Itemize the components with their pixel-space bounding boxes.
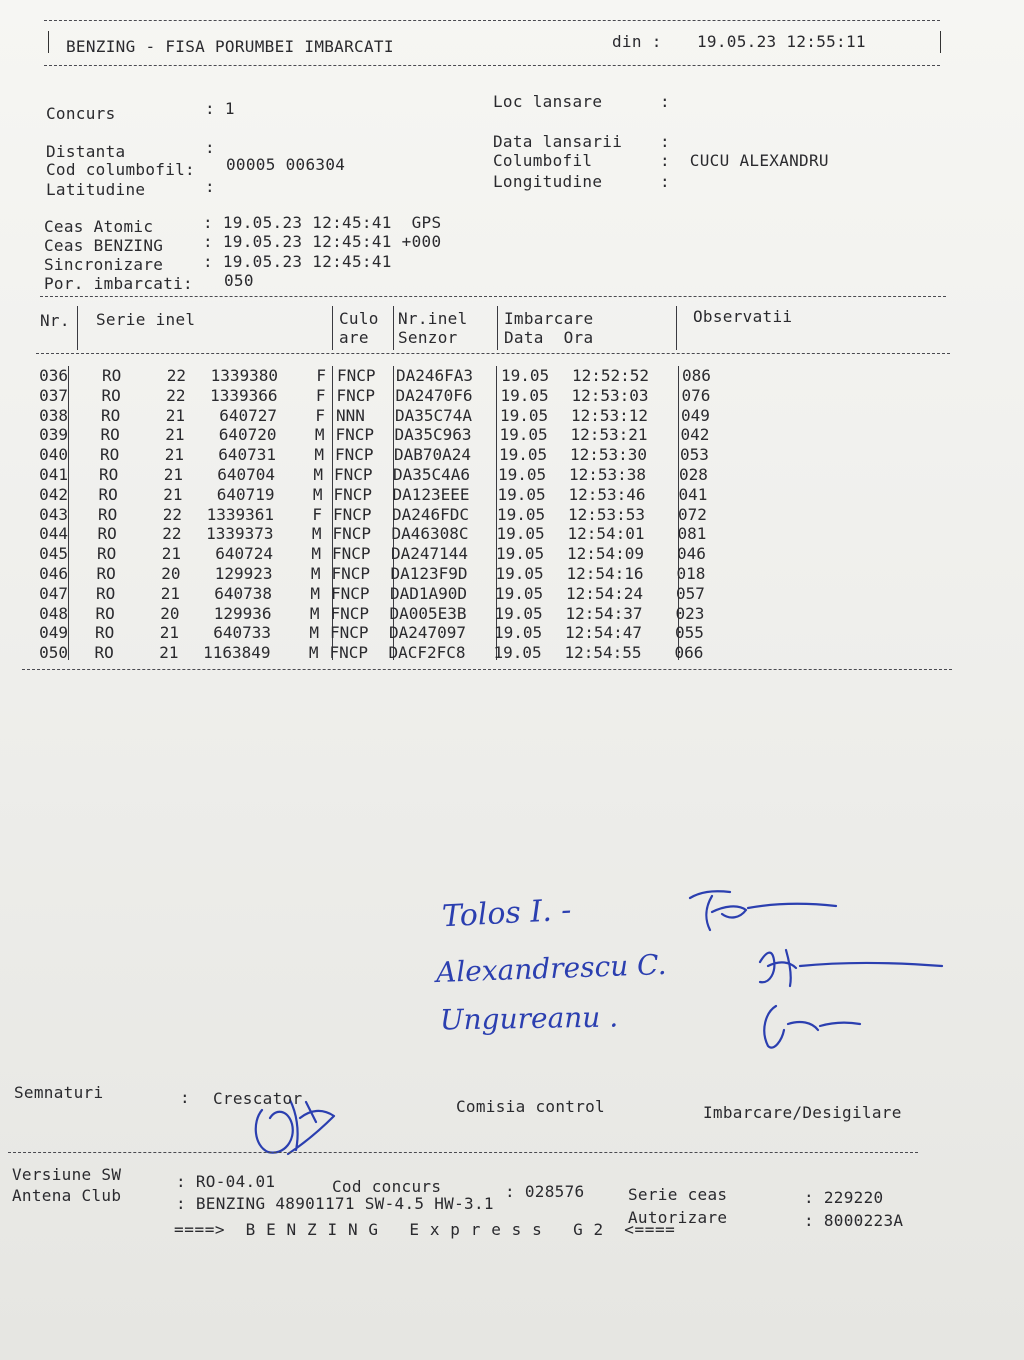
cell-senzor: DA35C963 bbox=[394, 425, 472, 445]
cell-inel: 1339361 bbox=[206, 504, 274, 524]
cell-nr: 043 bbox=[39, 504, 68, 524]
columbofil-value: : CUCU ALEXANDRU bbox=[660, 151, 829, 170]
porumbei-imbarcati-label: Por. imbarcati: bbox=[44, 274, 193, 293]
cell-tara: RO bbox=[98, 484, 118, 504]
cell-senzor: DA2470F6 bbox=[395, 385, 473, 405]
cell-ora: 12:53:03 bbox=[571, 385, 649, 405]
col-header-nrinel-1: Nr.inel bbox=[398, 309, 468, 328]
cell-data: 19.05 bbox=[499, 445, 548, 465]
cell-obs: 053 bbox=[680, 445, 709, 465]
serie-ceas-value: : 229220 bbox=[804, 1188, 884, 1207]
cell-nr: 049 bbox=[39, 623, 68, 643]
cell-nr: 044 bbox=[39, 524, 68, 544]
cell-sex: F bbox=[315, 385, 326, 405]
cell-senzor: DAD1A90D bbox=[390, 583, 468, 603]
cell-cul: FNCP bbox=[335, 425, 375, 445]
cell-cul: FNCP bbox=[331, 583, 370, 603]
cell-inel: 640731 bbox=[218, 445, 276, 465]
cell-an: 21 bbox=[165, 425, 185, 445]
page-title: BENZING - FISA PORUMBEI IMBARCATI bbox=[66, 37, 394, 56]
cell-senzor: DA123F9D bbox=[390, 564, 468, 583]
cell-senzor: DA246FA3 bbox=[396, 366, 474, 385]
cell-cul: FNCP bbox=[333, 484, 373, 504]
cell-obs: 018 bbox=[676, 564, 706, 583]
cell-sex: F bbox=[316, 366, 326, 385]
cell-senzor: DA46308C bbox=[391, 524, 469, 544]
cell-obs: 055 bbox=[675, 623, 704, 643]
cell-obs: 072 bbox=[678, 504, 707, 524]
cell-senzor: DA246FDC bbox=[392, 504, 470, 524]
cell-obs: 042 bbox=[680, 425, 710, 445]
cell-nr: 036 bbox=[39, 366, 68, 385]
cell-senzor: DA247144 bbox=[391, 544, 469, 564]
cell-tara: RO bbox=[100, 425, 120, 445]
cod-columbofil-label: Cod columbofil: bbox=[46, 160, 195, 179]
cell-sex: M bbox=[311, 524, 322, 544]
imbarcare-desigilare-label: Imbarcare/Desigilare bbox=[703, 1103, 902, 1122]
benzing-express-banner: ====> B E N Z I N G E x p r e s s G 2 <==== bbox=[174, 1220, 676, 1239]
cell-data: 19.05 bbox=[496, 544, 545, 564]
cell-ora: 12:53:46 bbox=[568, 484, 646, 504]
ceas-benzing-label: Ceas BENZING bbox=[44, 236, 164, 255]
cell-ora: 12:54:55 bbox=[564, 643, 642, 663]
cell-obs: 076 bbox=[681, 385, 711, 405]
col-header-culoare-1: Culo bbox=[339, 309, 379, 328]
cell-data: 19.05 bbox=[498, 465, 547, 484]
cell-inel: 1339380 bbox=[210, 366, 278, 385]
cell-an: 22 bbox=[166, 385, 186, 405]
cell-senzor: DA123EEE bbox=[392, 484, 470, 504]
col-header-serie: Serie inel bbox=[96, 310, 196, 329]
ceas-atomic-label: Ceas Atomic bbox=[44, 217, 154, 236]
data-lansarii-label: Data lansarii bbox=[493, 132, 623, 151]
cell-senzor: DAB70A24 bbox=[394, 445, 472, 465]
columbofil-label: Columbofil bbox=[493, 151, 593, 170]
cell-inel: 1163849 bbox=[203, 643, 271, 663]
cell-an: 22 bbox=[166, 366, 186, 385]
cell-an: 22 bbox=[162, 504, 182, 524]
footer-rule bbox=[8, 1152, 918, 1153]
cell-senzor: DA005E3B bbox=[389, 603, 467, 623]
autorizare-value: : 8000223A bbox=[804, 1211, 904, 1230]
cell-obs: 049 bbox=[681, 405, 710, 425]
cell-obs: 041 bbox=[678, 484, 708, 504]
col-header-culoare-2: are bbox=[339, 328, 369, 347]
cell-an: 20 bbox=[161, 564, 181, 583]
cell-senzor: DA35C74A bbox=[395, 405, 473, 425]
col-header-nrinel-2: Senzor bbox=[398, 328, 458, 347]
cell-obs: 066 bbox=[674, 643, 704, 663]
cod-concurs-value: : 028576 bbox=[505, 1182, 585, 1201]
cell-data: 19.05 bbox=[500, 385, 549, 405]
col-header-imbarcare-2: Data Ora bbox=[504, 328, 594, 347]
cell-cul: FNCP bbox=[331, 564, 371, 583]
cell-data: 19.05 bbox=[497, 484, 546, 504]
cell-data: 19.05 bbox=[499, 425, 548, 445]
cell-nr: 048 bbox=[39, 603, 68, 623]
cell-data: 19.05 bbox=[501, 366, 550, 385]
cell-sex: M bbox=[314, 425, 325, 445]
cell-cul: FNCP bbox=[336, 385, 376, 405]
cell-ora: 12:54:37 bbox=[565, 603, 643, 623]
cell-cul: FNCP bbox=[329, 643, 369, 663]
cell-an: 21 bbox=[163, 484, 183, 504]
cell-data: 19.05 bbox=[494, 603, 543, 623]
cell-inel: 129936 bbox=[213, 603, 272, 623]
cell-data: 19.05 bbox=[497, 504, 546, 524]
cell-obs: 086 bbox=[682, 366, 711, 385]
cell-nr: 039 bbox=[39, 425, 68, 445]
concurs-value: : 1 bbox=[205, 99, 235, 118]
cell-an: 20 bbox=[160, 603, 180, 623]
cell-cul: FNCP bbox=[333, 504, 372, 524]
sincronizare-label: Sincronizare bbox=[44, 255, 164, 274]
cell-cul: FNCP bbox=[335, 445, 374, 465]
cell-sex: M bbox=[310, 564, 321, 583]
cell-an: 22 bbox=[162, 524, 182, 544]
cell-inel: 129923 bbox=[214, 564, 273, 583]
cod-columbofil-value: 00005 006304 bbox=[226, 155, 346, 174]
cell-sex: M bbox=[314, 445, 324, 465]
cell-ora: 12:53:21 bbox=[570, 425, 648, 445]
cell-sex: M bbox=[308, 643, 319, 663]
cell-cul: FNCP bbox=[332, 524, 372, 544]
cell-sex: M bbox=[309, 623, 319, 643]
cell-ora: 12:53:53 bbox=[568, 504, 646, 524]
cell-an: 21 bbox=[160, 583, 180, 603]
cell-inel: 640719 bbox=[216, 484, 275, 504]
cell-tara: RO bbox=[94, 643, 114, 663]
cell-sex: F bbox=[312, 504, 322, 524]
loc-lansare-label: Loc lansare bbox=[493, 92, 603, 111]
data-lansarii-value: : bbox=[660, 132, 670, 151]
cell-nr: 045 bbox=[39, 544, 68, 564]
cell-ora: 12:53:38 bbox=[569, 465, 647, 484]
cell-tara: RO bbox=[95, 603, 115, 623]
versiune-sw-value: : RO-04.01 bbox=[176, 1172, 276, 1191]
cell-ora: 12:53:12 bbox=[571, 405, 649, 425]
cell-tara: RO bbox=[97, 524, 117, 544]
concurs-label: Concurs bbox=[46, 104, 116, 123]
cell-inel: 640727 bbox=[219, 405, 277, 425]
versiune-sw-label: Versiune SW bbox=[12, 1165, 122, 1184]
cell-cul: NNN bbox=[336, 405, 365, 425]
cell-an: 21 bbox=[164, 445, 184, 465]
sincronizare-value: : 19.05.23 12:45:41 bbox=[203, 252, 392, 271]
cell-tara: RO bbox=[102, 366, 122, 385]
serie-ceas-label: Serie ceas bbox=[628, 1185, 728, 1204]
cell-sex: M bbox=[310, 583, 320, 603]
cell-obs: 081 bbox=[677, 524, 707, 544]
semnaturi-colon: : bbox=[180, 1088, 190, 1107]
cell-data: 19.05 bbox=[495, 564, 544, 583]
comisia-control-label: Comisia control bbox=[456, 1097, 605, 1116]
cell-cul: FNCP bbox=[332, 544, 371, 564]
latitudine-value: : bbox=[205, 177, 215, 196]
cell-an: 21 bbox=[161, 544, 181, 564]
cell-ora: 12:54:24 bbox=[566, 583, 644, 603]
cell-tara: RO bbox=[96, 583, 116, 603]
cell-inel: 640720 bbox=[218, 425, 277, 445]
ceas-atomic-value: : 19.05.23 12:45:41 GPS bbox=[203, 213, 442, 232]
cell-tara: RO bbox=[95, 623, 115, 643]
cell-tara: RO bbox=[96, 564, 116, 583]
longitudine-value: : bbox=[660, 172, 670, 191]
porumbei-imbarcati-value: 050 bbox=[224, 271, 254, 290]
handwritten-name-1: Tolos I. - bbox=[441, 892, 573, 935]
cell-sex: M bbox=[309, 603, 320, 623]
cell-nr: 037 bbox=[39, 385, 68, 405]
print-date-value: 19.05.23 12:55:11 bbox=[697, 32, 866, 51]
cod-concurs-label: Cod concurs bbox=[332, 1177, 442, 1196]
cell-ora: 12:52:52 bbox=[572, 366, 650, 385]
cell-an: 21 bbox=[159, 623, 179, 643]
cell-sex: M bbox=[311, 544, 321, 564]
cell-ora: 12:54:01 bbox=[567, 524, 645, 544]
cell-tara: RO bbox=[100, 445, 120, 465]
cell-sex: M bbox=[312, 484, 323, 504]
crescator-label: Crescator bbox=[213, 1089, 303, 1108]
cell-nr: 040 bbox=[39, 445, 68, 465]
cell-tara: RO bbox=[98, 504, 118, 524]
latitudine-label: Latitudine bbox=[46, 180, 146, 199]
col-header-observatii: Observatii bbox=[693, 307, 793, 326]
cell-inel: 640738 bbox=[214, 583, 272, 603]
cell-nr: 042 bbox=[39, 484, 68, 504]
cell-nr: 038 bbox=[39, 405, 68, 425]
cell-obs: 028 bbox=[679, 465, 708, 484]
cell-inel: 640704 bbox=[217, 465, 275, 484]
col-header-nr: Nr. bbox=[40, 311, 70, 330]
cell-data: 19.05 bbox=[494, 623, 543, 643]
cell-tara: RO bbox=[101, 405, 121, 425]
ceas-benzing-value: : 19.05.23 12:45:41 +000 bbox=[203, 232, 442, 251]
antena-club-label: Antena Club bbox=[12, 1186, 122, 1205]
cell-data: 19.05 bbox=[500, 405, 549, 425]
cell-cul: FNCP bbox=[330, 603, 370, 623]
cell-inel: 1339373 bbox=[206, 524, 274, 544]
cell-ora: 12:54:47 bbox=[565, 623, 643, 643]
print-date-label: din : bbox=[612, 32, 662, 51]
cell-an: 21 bbox=[159, 643, 179, 663]
col-header-imbarcare-1: Imbarcare bbox=[504, 309, 594, 328]
cell-data: 19.05 bbox=[495, 583, 544, 603]
cell-nr: 047 bbox=[39, 583, 68, 603]
cell-senzor: DA35C4A6 bbox=[393, 465, 471, 484]
cell-nr: 041 bbox=[39, 465, 68, 484]
cell-sex: F bbox=[315, 405, 325, 425]
cell-an: 21 bbox=[163, 465, 183, 484]
distanta-label: Distanta bbox=[46, 142, 126, 161]
cell-data: 19.05 bbox=[493, 643, 542, 663]
cell-senzor: DACF2FC8 bbox=[388, 643, 466, 663]
cell-obs: 046 bbox=[677, 544, 706, 564]
cell-ora: 12:54:09 bbox=[567, 544, 645, 564]
cell-inel: 1339366 bbox=[210, 385, 278, 405]
cell-cul: FNCP bbox=[330, 623, 369, 643]
handwritten-name-2: Alexandrescu C. bbox=[435, 947, 667, 990]
distanta-value: : bbox=[205, 138, 215, 157]
cell-senzor: DA247097 bbox=[389, 623, 467, 643]
cell-obs: 023 bbox=[675, 603, 705, 623]
cell-tara: RO bbox=[99, 465, 119, 484]
cell-sex: M bbox=[313, 465, 323, 484]
cell-an: 21 bbox=[165, 405, 185, 425]
autorizare-label: Autorizare bbox=[628, 1208, 728, 1227]
loc-lansare-value: : bbox=[660, 92, 670, 111]
cell-tara: RO bbox=[97, 544, 117, 564]
cell-ora: 12:54:16 bbox=[566, 564, 644, 583]
cell-nr: 050 bbox=[39, 643, 68, 663]
handwritten-name-3: Ungureanu . bbox=[439, 1000, 619, 1037]
longitudine-label: Longitudine bbox=[493, 172, 603, 191]
cell-inel: 640724 bbox=[215, 544, 273, 564]
cell-cul: FNCP bbox=[334, 465, 373, 484]
semnaturi-label: Semnaturi bbox=[14, 1083, 104, 1102]
cell-tara: RO bbox=[101, 385, 121, 405]
cell-ora: 12:53:30 bbox=[570, 445, 648, 465]
cell-inel: 640733 bbox=[213, 623, 271, 643]
cell-nr: 046 bbox=[39, 564, 68, 583]
cell-obs: 057 bbox=[676, 583, 705, 603]
antena-club-value: : BENZING 48901171 SW-4.5 HW-3.1 bbox=[176, 1194, 494, 1213]
cell-data: 19.05 bbox=[496, 524, 545, 544]
cell-cul: FNCP bbox=[337, 366, 376, 385]
